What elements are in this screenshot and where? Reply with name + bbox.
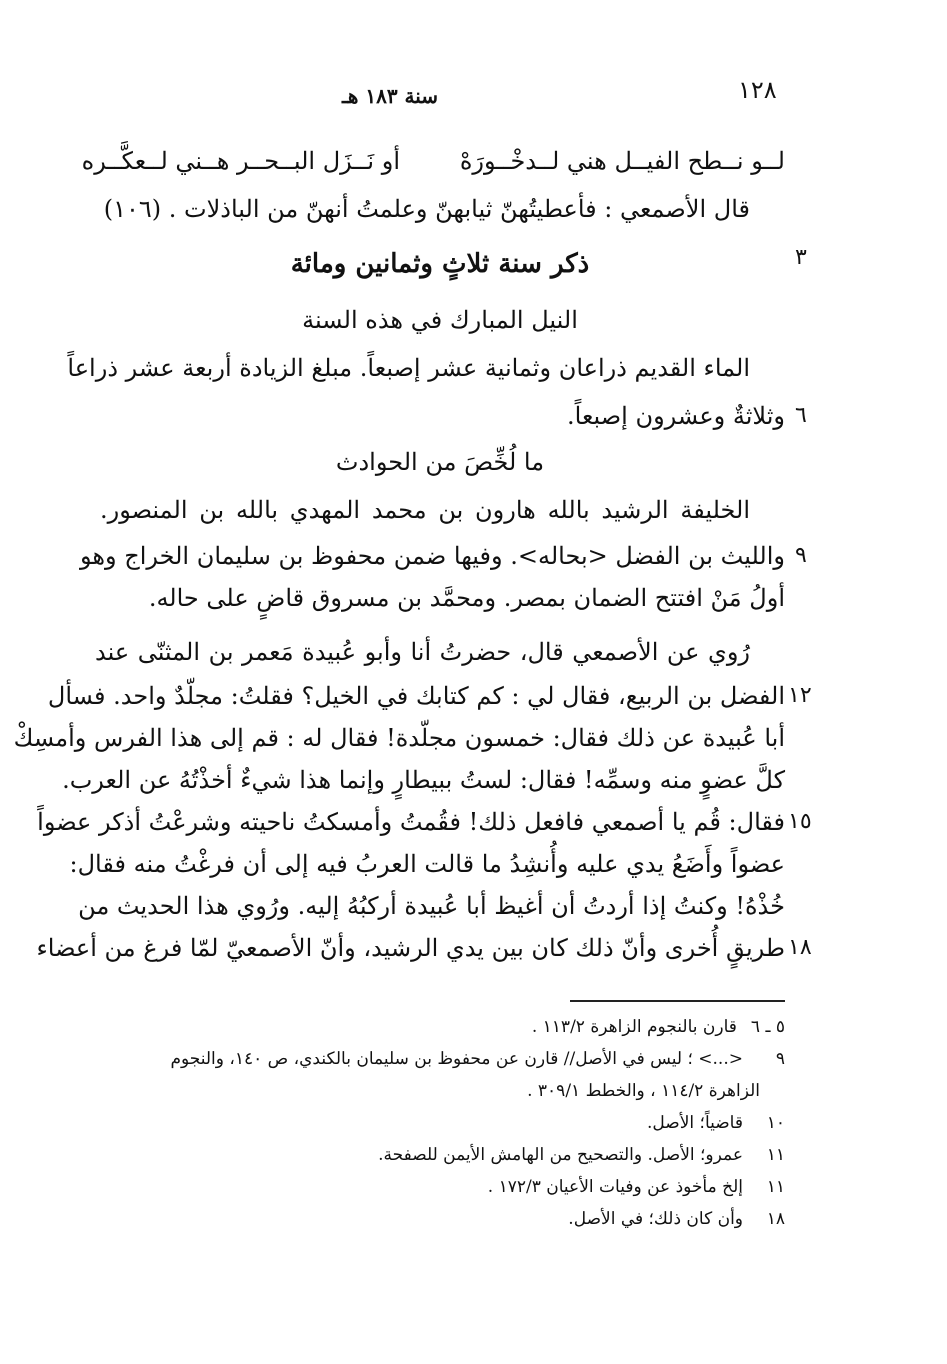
footnote-text: وأن كان ذلك؛ في الأصل. [568,1209,743,1229]
section-title: ذكر سنة ثلاثٍ وثمانين ومائة [290,249,590,279]
story-line: رُوي عن الأصمعي قال، حضرتُ أنا وأبو عُبيدة مَعمر بن المثنّى عند [95,638,751,666]
footnote-ref: ١٨ [766,1209,785,1229]
margin-line-number-3: ٣ [795,245,807,270]
footnote [95,1046,785,1072]
story-line: عضواً وأَضَعُ يدي عليه وأُنشِدُ ما قالت العربُ فيه إلى أن فرغْتُ منه فقال: [69,850,785,878]
page-number: ١٢٨ [738,76,777,104]
footnote [300,1142,785,1168]
events-line: أولُ مَنْ افتتح الضمان بمصر. ومحمَّد بن مسروق قاضٍ على حاله. [148,584,785,612]
footnote [380,1174,785,1200]
nile-paragraph-line: الماء القديم ذراعان وثمانية عشر إصبعاً. مبلغ الزيادة أربعة عشر ذراعاً [67,354,750,382]
footnote-ref: ١١ [766,1177,785,1197]
events-subtitle: ما لُخِّصَ من الحوادث [335,448,545,476]
margin-line-number-12: ١٢ [788,683,812,708]
footnote-ref: ٥ ـ ٦ [750,1017,785,1037]
footnote-text: <...> ؛ ليس في الأصل// قارن عن محفوظ بن سليمان بالكندي، ص ١٤٠، والنجوم [170,1049,743,1069]
footnote-text: إلخ مأخوذ عن وفيات الأعيان ١٧٢/٣ . [487,1177,743,1197]
footnote-ref: ١٠ [766,1113,785,1133]
story-line: الفضل بن الربيع، فقال لي : كم كتابك في الخيل؟ فقلتُ: مجلّدٌ واحد. فسأل [47,682,785,710]
footnote-separator [570,1000,785,1002]
verse-second-hemistich: أو نَــزَل البــحــر هــني لــعكَّــره [81,147,400,175]
nile-paragraph-line: وثلاثةٌ وعشرون إصبعاً. [567,402,785,430]
nile-subtitle: النيل المبارك في هذه السنة [302,306,578,334]
footnote-text: قارن بالنجوم الزاهرة ١١٣/٢ . [531,1017,737,1037]
story-line: خُذْهُ! وكنتُ إذا أردتُ أن أغيظ أبا عُبيدة أركبُهُ إليه. ورُوي هذا الحديث من [78,892,785,920]
footnote-text: الزاهرة ١١٤/٢ ، والخطط ٣٠٩/١ . [527,1081,760,1101]
footnote-text: قاضياً؛ الأصل. [647,1113,743,1133]
margin-line-number-6: ٦ [795,403,807,428]
story-line: أبا عُبيدة عن ذلك فقال: خمسون مجلّدة! فقال له : قم إلى هذا الفرس وأمسِكْ [13,724,785,752]
events-line: والليث بن الفضل <بحاله>. وفيها ضمن محفوظ بن سليمان الخراج وهو [79,542,785,570]
footnote [420,1110,785,1136]
asmai-quote-line: قال الأصمعي : فأعطيتُهنّ ثيابهنّ وعلمتُ أنهنّ من الباذلات . (١٠٦) [103,195,750,223]
footnote-ref: ١١ [766,1145,785,1165]
story-line: كلَّ عضوٍ منه وسمِّه! فقال: لستُ ببيطارٍ وإنما هذا شيءٌ أخذْتُهُ عن العرب. [62,766,785,794]
events-line: الخليفة الرشيد بالله هارون بن محمد المهدي بالله بن المنصور. [100,496,750,524]
footnote-continuation [380,1078,760,1104]
footnote-text: عمرو؛ الأصل. والتصحيح من الهامش الأيمن للصفحة. [378,1145,743,1165]
footnote-ref: ٩ [775,1049,785,1069]
story-line: فقال: قُم يا أصمعي فافعل ذلك! فقُمتُ وأمسكتُ ناحيته وشرعْتُ أذكر عضواً [37,808,785,836]
running-title: سنة ١٨٣ هـ [341,84,439,108]
footnote [300,1014,785,1040]
margin-line-number-15: ١٥ [788,809,812,834]
footnote [420,1206,785,1232]
story-line: طريقٍ أُخرى وأنّ ذلك كان بين يدي الرشيد، وأنّ الأصمعيّ لمّا فرغ من أعضاء [36,934,785,962]
margin-line-number-9: ٩ [795,543,807,568]
verse-first-hemistich: لــو نــطح الفيــل هني لــدخْــورَهْ [459,147,785,175]
margin-line-number-18: ١٨ [788,935,812,960]
